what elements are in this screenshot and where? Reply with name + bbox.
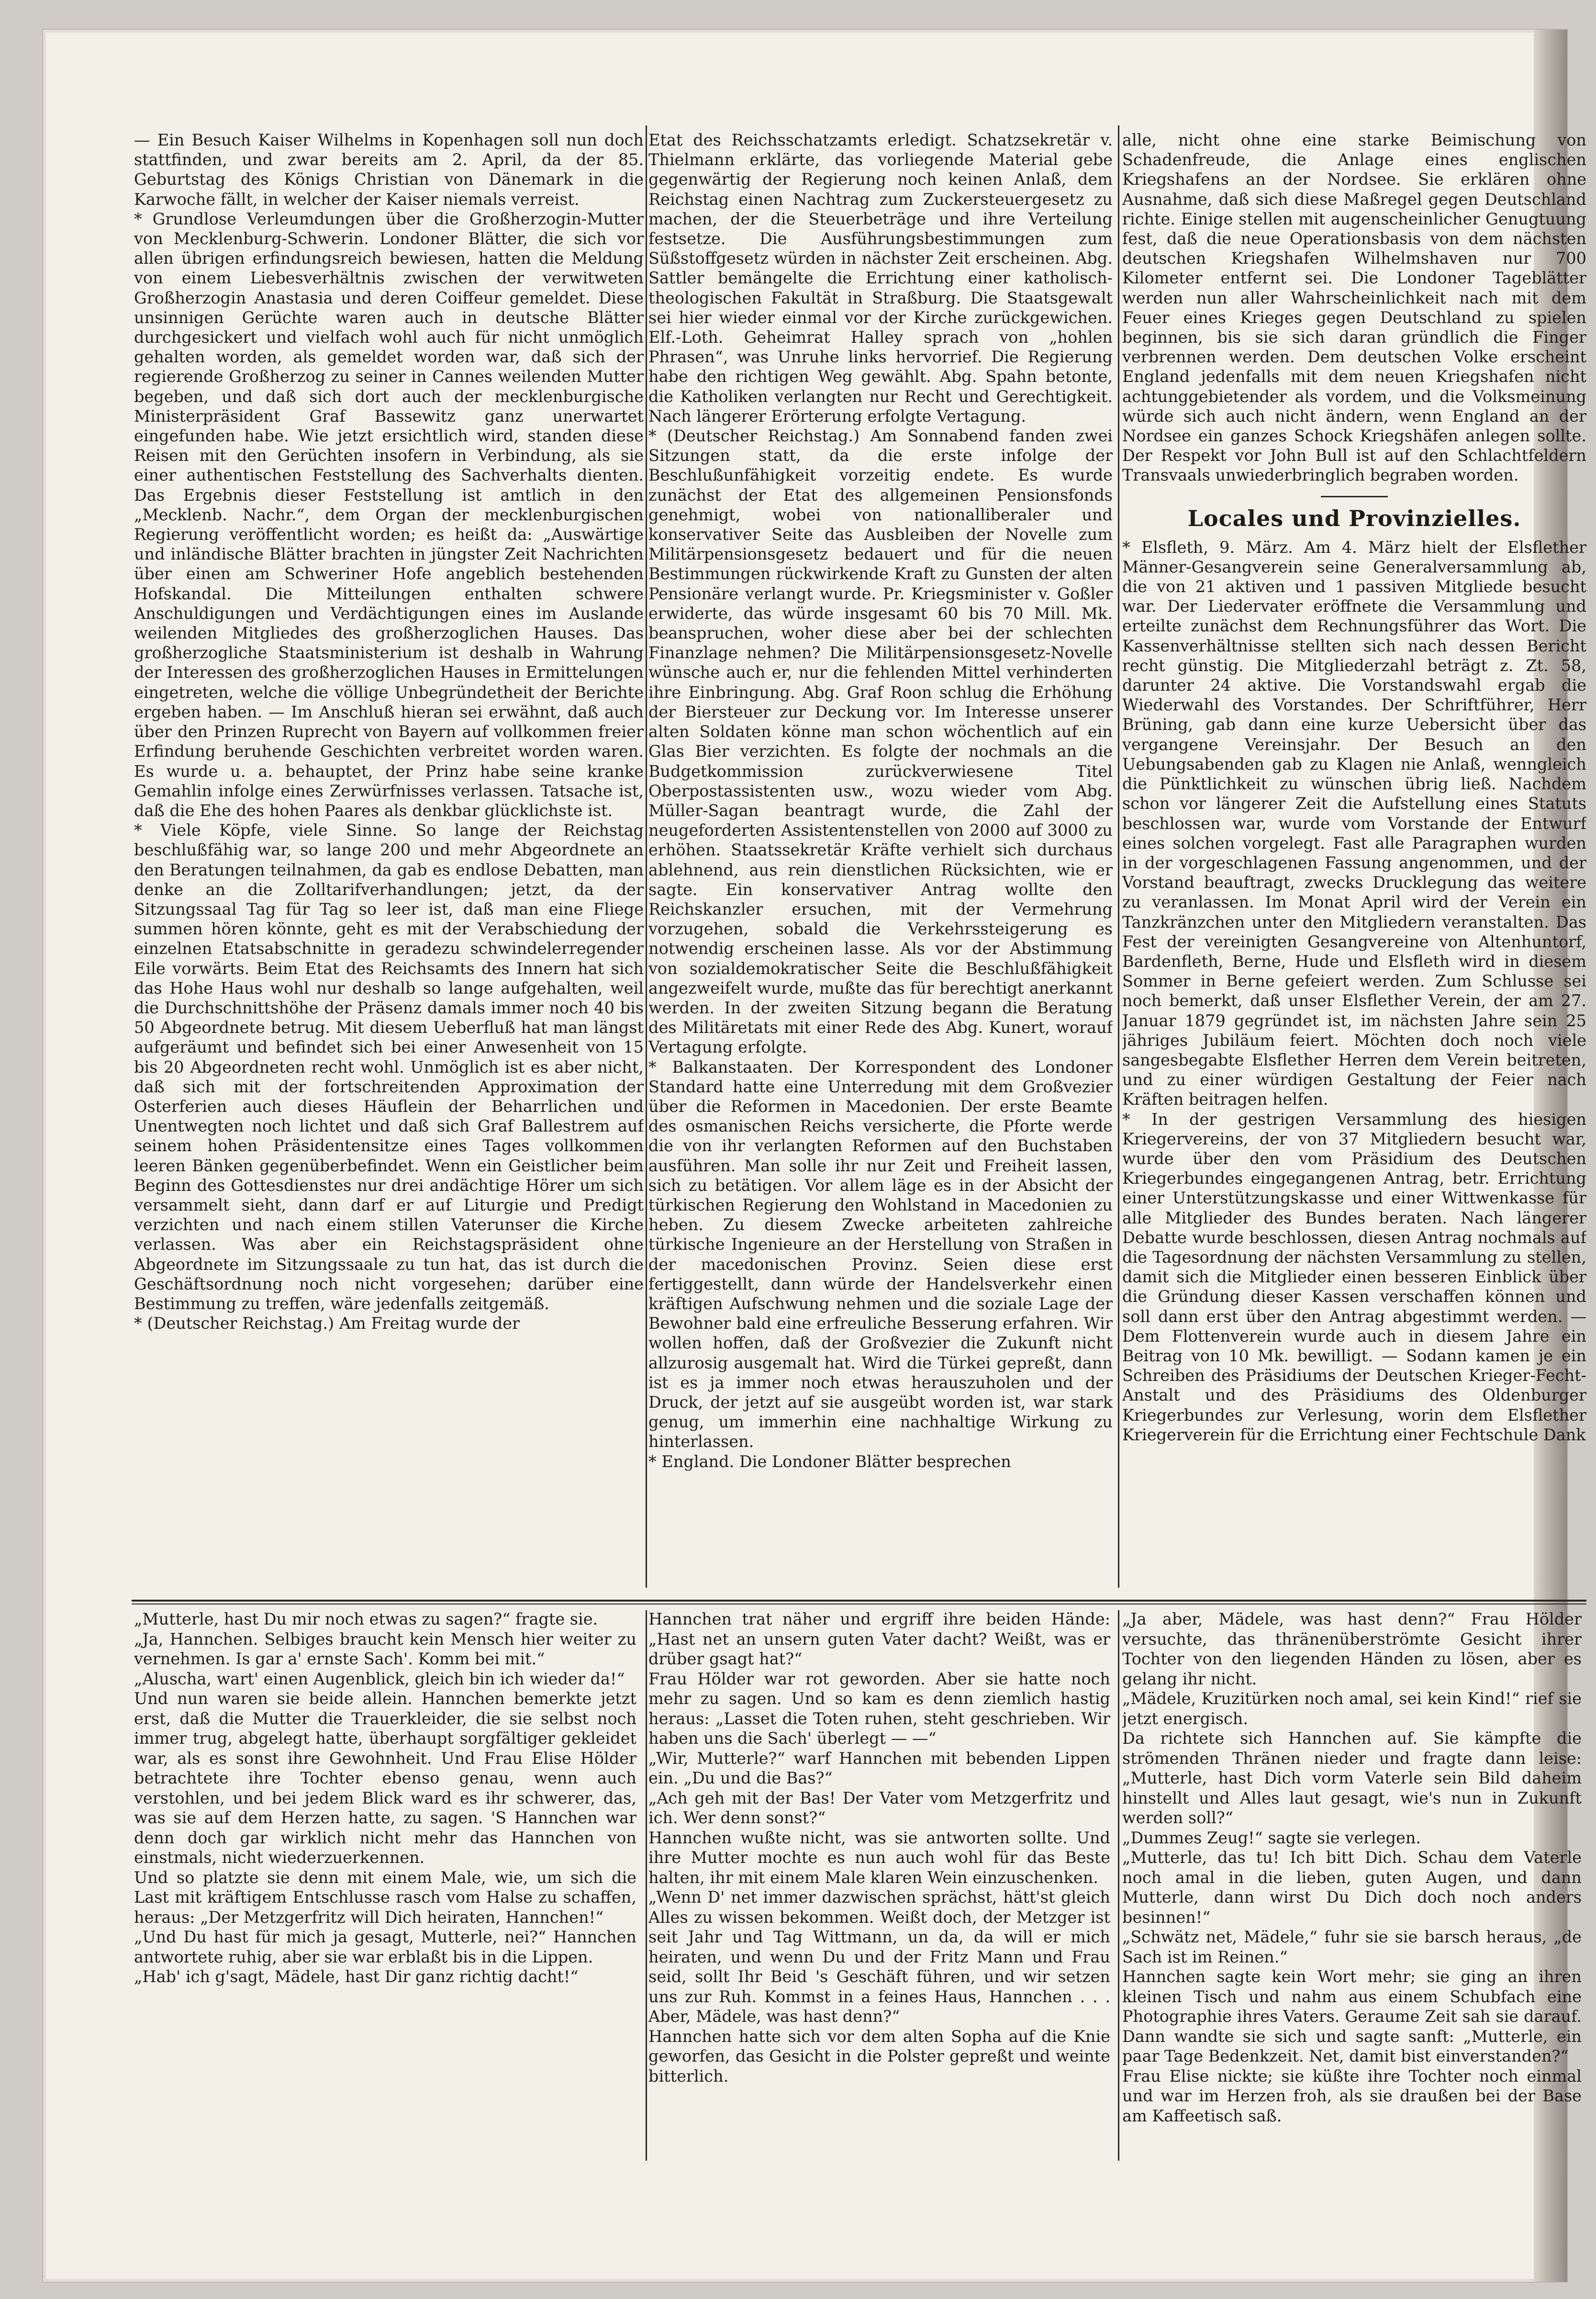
news-paragraph: Etat des Reichsschatzamts erledigt. Schatzsekretär v. Thielmann erklärte, das vorliegende Material gebe gegenwärtig der Regierung noch keinen Anlaß, dem Reichstag einen Nachtrag zum Zuckersteuergesetz zu machen, der die Steuerbeträge und ihre Verteilung festsetze. Die Ausführungsbestimmungen zum Süßstoffgesetz würden in nächster Zeit erscheinen. Abg. Sattler bemängelte die Errichtung einer katholisch-theologischen Fakultät in Straßburg. Die Staatsgewalt sei hier wieder einmal vor der Kirche zurückgewichen. Elf.-Loth. Geheimrat Halley sprach von „hohlen Phrasen“, was Unruhe links hervorrief. Die Regierung habe den richtigen Weg gewählt. Abg. Spahn betonte, die Katholiken verlangten nur Recht und Gerechtigkeit. Nach längerer Erörterung erfolgte Vertagung.	[648, 131, 1113, 426]
column-divider	[646, 1610, 647, 2161]
story-paragraph: „Mutterle, das tu! Ich bitt Dich. Schau dem Vaterle noch amal in die lieben, guten Augen, und dann Mutterle, dann wirst Du Dich doch noch anders besinnen!“	[1122, 1848, 1582, 1927]
feuilleton-column-1	[134, 1609, 636, 2160]
story-paragraph: „Ja, Hannchen. Selbiges braucht kein Mensch hier weiter zu vernehmen. Is gar a' ernste Sach'. Komm bei mit.“	[134, 1629, 636, 1668]
feuilleton-column-2	[648, 1609, 1110, 2160]
story-paragraph: Und nun waren sie beide allein. Hannchen bemerkte jetzt erst, daß die Mutter die Trauerkleider, die sie selbst noch immer trug, abgelegt hatte, überhaupt sorgfältiger gekleidet war, als es sonst ihre Gewohnheit. Und Frau Elise Hölder betrachtete ihre Tochter ebenso genau, wenn auch verstohlen, und bei jedem Blick ward es ihr schwerer, das, was sie auf dem Herzen hatte, zu sagen. 'S Hannchen war denn doch gar wirklich nicht mehr das Hannchen von einstmals, nicht wiederzuerkennen.	[134, 1689, 636, 1867]
story-paragraph: „Mutterle, hast Du mir noch etwas zu sagen?“ fragte sie.	[134, 1610, 598, 1628]
story-paragraph: Frau Hölder war rot geworden. Aber sie hatte noch mehr zu sagen. Und so kam es denn ziemlich hastig heraus: „Lasset die Toten ruhen, steht geschrieben. Wir haben uns die Sach' überlegt — —“	[648, 1669, 1110, 1748]
story-paragraph: Frau Elise nickte; sie küßte ihre Tochter noch einmal und war im Herzen froh, als sie draußen bei der Base am Kaffeetisch saß.	[1122, 2066, 1582, 2125]
news-column-3	[1122, 130, 1586, 1585]
story-paragraph: „Und Du hast für mich ja gesagt, Mutterle, nei?“ Hannchen antwortete ruhig, aber sie war erblaßt bis in die Lippen.	[134, 1928, 636, 1966]
section-separator	[1321, 496, 1388, 497]
news-paragraph: * Viele Köpfe, viele Sinne. So lange der Reichstag beschlußfähig war, so lange 200 und mehr Abgeordnete an den Beratungen teilnahmen, da gab es endlose Debatten, man denke an die Zolltarifverhandlungen; jetzt, da der Sitzungssaal Tag für Tag so leer ist, daß man eine Fliege summen hören könnte, geht es mit der Verabschiedung der einzelnen Etatsabschnitte in geradezu schwindelerregender Eile vorwärts. Beim Etat des Reichsamts des Innern hat sich das Hohe Haus wohl nur deshalb so lange aufgehalten, weil die Durchschnittshöhe der Präsenz damals immer noch 40 bis 50 Abgeordnete betrug. Mit diesem Ueberfluß hat man längst aufgeräumt und befindet sich bei einer Anwesenheit von 15 bis 20 Abgeordneten recht wohl. Unmöglich ist es aber nicht, daß sich mit der fortschreitenden Approximation der Osterferien auch dieses Häuflein der Beharrlichen und Unentwegten noch lichtet und daß sich Graf Ballestrem auf seinem hohen Präsidentensitze eines Tages vollkommen leeren Bänken gegenüberbefindet. Wenn ein Geistlicher beim Beginn des Gottesdienstes nur drei andächtige Hörer um sich versammelt sieht, dann darf er auf Liturgie und Predigt verzichten und nach einem stillen Vaterunser die Kirche verlassen. Was aber ein Reichstagspräsident ohne Abgeordnete im Sitzungssaale zu tun hat, das ist durch die Geschäftsordnung noch nicht vorgesehen; darüber eine Bestimmung zu treffen, wäre jedenfalls zeitgemäß.	[134, 821, 644, 1313]
column-divider	[646, 125, 647, 1588]
column-divider	[1118, 1610, 1119, 2161]
story-paragraph: „Ja aber, Mädele, was hast denn?“ Frau Hölder versuchte, das thränenüberströmte Gesicht ihrer Tochter von den liegenden Händen zu lösen, aber es gelang ihr nicht.	[1122, 1610, 1582, 1688]
news-paragraph: alle, nicht ohne eine starke Beimischung von Schadenfreude, die Anlage eines englischen Kriegshafens an der Nordsee. Sie erklären ohne Ausnahme, daß sich diese Maßregel gegen Deutschland richte. Einige stellen mit augenscheinlicher Genugtuung fest, daß die neue Operationsbasis von dem nächsten deutschen Kriegshafen Wilhelmshaven nur 700 Kilometer entfernt sei. Die Londoner Tageblätter werden nun aller Wahrscheinlichkeit nach mit dem Feuer eines Krieges gegen Deutschland zu spielen beginnen, bis sie sich daran gründlich die Finger verbrennen werden. Dem deutschen Volke erscheint England jedenfalls mit dem neuen Kriegshafen nicht achtunggebietender als vordem, und die Volksmeinung würde sich auch nicht ändern, wenn England an der Nordsee ein ganzes Schock Kriegshäfen anlegen sollte. Der Respekt vor John Bull ist auf den Schlachtfeldern Transvaals unwiederbringlich begraben worden.	[1122, 131, 1586, 485]
story-paragraph: „Wenn D' net immer dazwischen sprächst, hätt'st gleich Alles zu wissen bekommen. Weißt doch, der Metzger ist seit Jahr und Tag Wittmann, un da, da will er mich heiraten, und wenn Du und der Fritz Mann und Frau seid, sollt Ihr Beid 's Geschäft führen, und wir setzen uns zur Ruh. Kommst in a feines Haus, Hannchen . . . Aber, Mädele, was hast denn?“	[648, 1888, 1110, 2026]
story-paragraph: „Dummes Zeug!“ sagte sie verlegen.	[1122, 1828, 1421, 1847]
section-heading: Locales und Provinzielles.	[1187, 505, 1521, 531]
news-paragraph: * (Deutscher Reichstag.) Am Sonnabend fanden zwei Sitzungen statt, da die erste infolge der Beschlußunfähigkeit vorzeitig endete. Es wurde zunächst der Etat des allgemeinen Pensionsfonds genehmigt, wobei von nationalliberaler und konservativer Seite das Ausbleiben der Novelle zum Militärpensionsgesetz bedauert und für die neuen Bestimmungen rückwirkende Kraft zu Gunsten der alten Pensionäre verlangt wurde. Pr. Kriegsminister v. Goßler erwiderte, das würde insgesamt 60 bis 70 Mill. Mk. beanspruchen, woher diese aber bei der schlechten Finanzlage nehmen? Die Militärpensionsgesetz-Novelle wünsche auch er, nur die fehlenden Mittel verhinderten ihre Einbringung. Abg. Graf Roon schlug die Erhöhung der Biersteuer zur Deckung vor. Im Interesse unserer alten Soldaten könne man schon wöchentlich auf ein Glas Bier verzichten. Es folgte der nochmals an die Budgetkommission zurückverwiesene Titel Oberpostassistenten usw., wozu wieder vom Abg. Müller-Sagan beantragt wurde, die Zahl der neugeforderten Assistentenstellen von 2000 auf 3000 zu erhöhen. Staatssekretär Kräfte verhielt sich durchaus ablehnend, aus rein dienstlichen Rücksichten, wie er sagte. Ein konservativer Antrag wollte den Reichskanzler ersuchen, mit der Vermehrung vorzugehen, sobald die Verkehrssteigerung es notwendig erscheinen lasse. Als vor der Abstimmung von sozialdemokratischer Seite die Beschlußfähigkeit angezweifelt wurde, mußte das für berechtigt anerkannt werden. In der zweiten Sitzung begann die Beratung des Militäretats mit einer Rede des Abg. Kunert, worauf Vertagung erfolgte.	[648, 426, 1113, 1057]
story-paragraph: „Hab' ich g'sagt, Mädele, hast Dir ganz richtig dacht!“	[134, 1967, 579, 1986]
feuilleton-column-3	[1122, 1609, 1582, 2160]
news-paragraph: * Balkanstaaten. Der Korrespondent des Londoner Standard hatte eine Unterredung mit dem Großvezier über die Reformen in Macedonien. Der erste Beamte des osmanischen Reichs versicherte, die Pforte werde die von ihr verlangten Reformen auf den Buchstaben ausführen. Man solle ihr nur Zeit und Freiheit lassen, sich zu betätigen. Vor allem läge es in der Absicht der türkischen Regierung den Wohlstand in Macedonien zu heben. Zu diesem Zwecke arbeiteten zahlreiche türkische Ingenieure an der Herstellung von Straßen in der macedonischen Provinz. Seien diese erst fertiggestellt, dann würde der Handelsverkehr einen kräftigen Aufschwung nehmen und die soziale Lage der Bewohner bald eine erfreuliche Besserung erfahren. Wir wollen hoffen, daß der Großvezier die Zukunft nicht allzurosig ausgemalt hat. Wird die Türkei gepreßt, dann ist es ja immer noch etwas herauszuholen und der Druck, der jetzt auf sie ausgeübt worden ist, war stark genug, um immerhin eine nachhaltige Wirkung zu hinterlassen.	[648, 1057, 1113, 1451]
story-paragraph: Da richtete sich Hannchen auf. Sie kämpfte die strömenden Thränen nieder und fragte dann leise: „Mutterle, hast Dich vorm Vaterle sein Bild daheim hinstellt und Alles laut gesagt, wie's nun in Zukunft werden soll?“	[1122, 1729, 1582, 1827]
news-column-2	[648, 130, 1113, 1585]
news-paragraph: * (Deutscher Reichstag.) Am Freitag wurde der	[134, 1314, 520, 1333]
story-paragraph: „Wir, Mutterle?“ warf Hannchen mit bebenden Lippen ein. „Du und die Bas?“	[648, 1749, 1110, 1787]
story-paragraph: Und so platzte sie denn mit einem Male, wie, um sich die Last mit kräftigem Entschlusse rasch vom Halse zu schaffen, heraus: „Der Metzgerfritz will Dich heiraten, Hannchen!“	[134, 1868, 636, 1927]
story-paragraph: Hannchen sagte kein Wort mehr; sie ging an ihren kleinen Tisch und nahm aus einem Schubfach eine Photographie ihres Vaters. Geraume Zeit sah sie darauf. Dann wandte sie sich und sagte sanft: „Mutterle, ein paar Tage Bedenkzeit. Net, damit bist einverstanden?“	[1122, 1967, 1582, 2065]
news-column-1	[134, 130, 644, 1585]
feuilleton-divider	[132, 1600, 1586, 1602]
news-paragraph: — Ein Besuch Kaiser Wilhelms in Kopenhagen soll nun doch stattfinden, und zwar bereits am 2. April, da der 85. Geburtstag des Königs Christian von Dänemark in die Karwoche fällt, in welcher der Kaiser niemals verreist.	[134, 131, 644, 209]
story-paragraph: „Schwätz net, Mädele,“ fuhr sie sie barsch heraus, „de Sach ist im Reinen.“	[1122, 1928, 1582, 1966]
story-paragraph: „Aluscha, wart' einen Augenblick, gleich bin ich wieder da!“	[134, 1669, 625, 1688]
news-paragraph: * In der gestrigen Versammlung des hiesigen Kriegervereins, der von 37 Mitgliedern besucht war, wurde über den vom Präsidium des Deutschen Kriegerbundes eingegangenen Antrag, betr. Errichtung einer Unterstützungskasse und einer Wittwenkasse für alle Mitglieder des Bundes beraten. Nach längerer Debatte wurde beschlossen, diesen Antrag nochmals auf die Tagesordnung der nächsten Versammlung zu stellen, damit sich die Mitglieder einen besseren Einblick über die Gründung dieser Kassen verschaffen können und soll dann erst über den Antrag abgestimmt werden. — Dem Flottenverein wurde auch in diesem Jahre ein Beitrag von 10 Mk. bewilligt. — Sodann kamen je ein Schreiben des Präsidiums der Deutschen Krieger-Fecht-Anstalt und des Präsidiums des Oldenburger Kriegerbundes zur Verlesung, worin dem Elsflether Kriegerverein für die Errichtung einer Fechtschule Dank	[1122, 1110, 1586, 1444]
story-paragraph: Hannchen wußte nicht, was sie antworten sollte. Und ihre Mutter mochte es nun auch wohl für das Beste halten, ihr mit einem Male klaren Wein einzuschenken.	[648, 1828, 1110, 1887]
news-paragraph: * Elsfleth, 9. März. Am 4. März hielt der Elsflether Männer-Gesangverein seine Generalversammlung ab, die von 21 aktiven und 1 passiven Mitgliede besucht war. Der Liedervater eröffnete die Versammlung und erteilte zunächst dem Rechnungsführer das Wort. Die Kassenverhältnisse stellten sich nach dessen Bericht recht günstig. Die Mitgliederzahl beträgt z. Zt. 58, darunter 24 aktive. Die Vorstandswahl ergab die Wiederwahl des Vorstandes. Der Schriftführer, Herr Brüning, gab dann eine kurze Uebersicht über das vergangene Vereinsjahr. Der Besuch an den Uebungsabenden gab zu Klagen nie Anlaß, wenngleich die Pünktlichkeit zu wünschen übrig ließ. Nachdem schon vor längerer Zeit die Aufstellung eines Statuts beschlossen war, wurde vom Vorstande der Entwurf eines solchen vorgelegt. Fast alle Paragraphen wurden in der vorgeschlagenen Fassung angenommen, und der Vorstand beauftragt, zwecks Drucklegung das weitere zu veranlassen. Im Monat April wird der Verein ein Tanzkränzchen unter den Mitgliedern veranstalten. Das Fest der vereinigten Gesangvereine von Altenhuntorf, Bardenfleth, Berne, Hude und Elsfleth wird in diesem Sommer in Berne gefeiert werden. Zum Schlusse sei noch bemerkt, daß unser Elsflether Verein, der am 27. Januar 1879 gegründet ist, im nächsten Jahre sein 25 jähriges Jubiläum feiert. Möchten doch noch viele sangesbegabte Elsflether Herren dem Verein beitreten, und zu einer würdigen Gestaltung der Feier nach Kräften beitragen helfen.	[1122, 538, 1586, 1109]
story-paragraph: „Mädele, Kruzitürken noch amal, sei kein Kind!“ rief sie jetzt energisch.	[1122, 1689, 1582, 1728]
news-paragraph: * England. Die Londoner Blätter besprechen	[648, 1452, 1011, 1471]
story-paragraph: Hannchen hatte sich vor dem alten Sopha auf die Knie geworfen, das Gesicht in die Polster gepreßt und weinte bitterlich.	[648, 2027, 1110, 2086]
story-paragraph: Hannchen trat näher und ergriff ihre beiden Hände: „Hast net an unsern guten Vater dacht? Weißt, was er drüber gsagt hat?“	[648, 1610, 1110, 1668]
news-paragraph: * Grundlose Verleumdungen über die Großherzogin-Mutter von Mecklenburg-Schwerin. Londoner Blätter, die sich vor allen übrigen erfindungsreich bewiesen, hatten die Meldung von einem Liebesverhältnis zwischen der verwitweten Großherzogin Anastasia und deren Coiffeur gemeldet. Diese unsinnigen Gerüchte waren auch in deutsche Blätter durchgesickert und vielfach wohl auch für nicht unmöglich gehalten worden, als gemeldet worden war, daß sich der regierende Großherzog zu seiner in Cannes weilenden Mutter begeben, und daß sich dort auch der mecklenburgische Ministerpräsident Graf Bassewitz ganz unerwartet eingefunden habe. Wie jetzt ersichtlich wird, standen diese Reisen mit den Gerüchten insofern in Verbindung, als sie einer authentischen Feststellung des Sachverhalts dienten. Das Ergebnis dieser Feststellung ist amtlich in den „Mecklenb. Nachr.“, dem Organ der mecklenburgischen Regierung veröffentlicht worden; es heißt da: „Auswärtige und inländische Blätter brachten in jüngster Zeit Nachrichten über einen am Schweriner Hofe angeblich bestehenden Hofskandal. Die Mitteilungen enthalten schwere Anschuldigungen und Verdächtigungen eines im Auslande weilenden Mitgliedes des großherzoglichen Hauses. Das großherzogliche Staatsministerium ist deshalb in Wahrung der Interessen des großherzoglichen Hauses in Ermittelungen eingetreten, welche die völlige Unbegründetheit der Berichte ergeben haben. — Im Anschluß hieran sei erwähnt, daß auch über den Prinzen Ruprecht von Bayern auf vollkommen freier Erfindung beruhende Geschichten verbreitet worden waren. Es wurde u. a. behauptet, der Prinz habe seine kranke Gemahlin infolge eines Zerwürfnisses verlassen. Tatsache ist, daß die Ehe des hohen Paares als denkbar glücklichste ist.	[134, 209, 644, 820]
story-paragraph: „Ach geh mit der Bas! Der Vater vom Metzgerfritz und ich. Wer denn sonst?“	[648, 1788, 1110, 1827]
newspaper-page	[42, 29, 1586, 2283]
column-divider	[1118, 125, 1119, 1588]
